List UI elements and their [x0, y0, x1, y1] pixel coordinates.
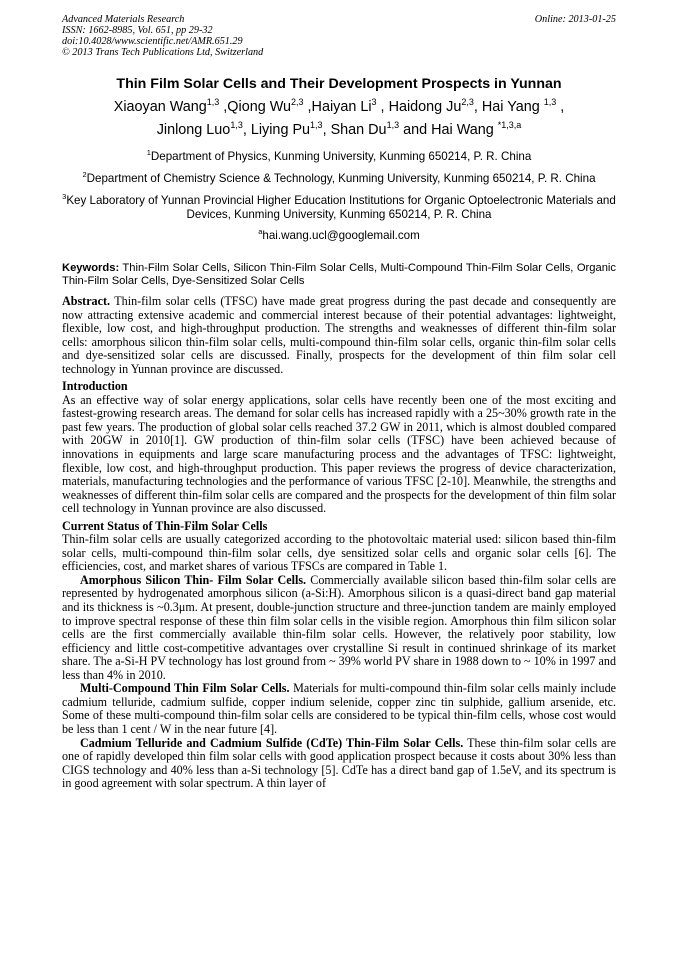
author: Hai Wang [431, 122, 498, 138]
author-sup: *1,3,a [497, 120, 522, 131]
section-heading-current-status: Current Status of Thin-Film Solar Cells [62, 518, 268, 533]
author: Hai Yang [481, 99, 544, 115]
copyright-line: © 2013 Trans Tech Publications Ltd, Switzerland [62, 47, 264, 58]
multicompound-heading: Multi-Compound Thin Film Solar Cells. [80, 681, 290, 696]
paper-title: Thin Film Solar Cells and Their Development Prospects in Yunnan [116, 76, 562, 92]
cdte-heading: Cadmium Telluride and Cadmium Sulfide (CdTe) Thin-Film Solar Cells. [80, 735, 464, 750]
doi-line: doi:10.4028/www.scientific.net/AMR.651.29 [62, 36, 243, 47]
issn-line: ISSN: 1662-8985, Vol. 651, pp 29-32 [62, 25, 213, 36]
keywords [62, 262, 616, 287]
corresponding-email: $^a$hai.wang.ucl@googlemail.com [258, 227, 420, 242]
author: Xiaoyan Wang [113, 99, 207, 115]
keywords-label: Keywords: [62, 262, 120, 274]
author-sup: 3 [371, 97, 377, 108]
author: Liying Pu [250, 122, 311, 138]
online-date: Online: 2013-01-25 [534, 14, 616, 25]
paper-page [62, 14, 616, 791]
affiliation-3: $^3$Key Laboratory of Yunnan Provincial Higher Education Institutions for Organic Optoelectronic Materials and Devices, Kunming University, Kunming 650214, P. R. China [62, 192, 616, 221]
affiliation-2: $^2$Department of Chemistry Science & Technology, Kunming University, Kunming 650214, P. R. China [82, 170, 596, 185]
author: Haiyan Li [311, 99, 372, 115]
introduction-paragraph: As an effective way of solar energy applications, solar cells have recently been one of the most exciting and fastest-growing research areas. The demand for solar cells has increased rapidly with a 25~30% growth rate in the past few years. The production of global solar cells reached 37.2 GW in 2011, which is almost doubled compared with 20GW in 2010[1]. GW production of thin-film solar cells (TFSC) have been achieved because of innovations in equipments and large scare manufacturing process and the advantages of TFSC: lightweight, flexible, low cost, and high-throughput production. This paper reviews the progress of device characterization, materials, manufacturing technologies and the performance of various TFSC [2-10]. Meanwhile, the strengths and weaknesses of different thin-film solar cells are compared and the prospects for the development of thin film solar cell technology in Yunnan province are also discussed. [62, 392, 616, 516]
author: Shan Du [330, 122, 387, 138]
amorphous-paragraph: Amorphous Silicon Thin- Film Solar Cells. Commercially available silicon based thin-film solar cells are represented by hydrogenated amorphous silicon (a-Si:H). Amorphous silicon is a quasi-direct band gap material and its thickness is ~0.3μm. At present, double-junction structure and three-junction tandem are mainly employed to improve spectral response of these thin film solar cells in the visible region. Amorphous thin film silicon solar cells are the first commercially available thin-film solar cells. However, the relatively poor stability, low efficiency and little cost-competitive advantages over crystalline Si result in continued shrinkage of its market share. The a-Si-H PV technology has lost ground from ~ 39% world PV share in 1988 down to ~ 10% in 1997 and less than 4% in 2010. [62, 572, 616, 682]
author: Haidong Ju [388, 99, 462, 115]
amorphous-heading: Amorphous Silicon Thin- Film Solar Cells. [80, 572, 307, 587]
author-sup: 1,3 [543, 97, 557, 108]
multicompound-paragraph: Multi-Compound Thin Film Solar Cells. Materials for multi-compound thin-film solar cells mainly include cadmium telluride, cadmium sulfide, copper indium selenide, copper zinc tin sulphide, gallium arsenide, etc. Some of these multi-compound thin-film solar cells are considered to be typical thin-film cells, whose cost would be less than 1 cent / W in the near future [4]. [62, 681, 616, 736]
current-status-paragraph: Thin-film solar cells are usually categorized according to the photovoltaic material used: silicon based thin-film solar cells, multi-compound thin-film solar cells, dye sensitized solar cells and organic solar cells [6]. The efficiencies, cost, and market shares of various TFSCs are compared in Table 1. [62, 532, 616, 574]
journal-header [62, 14, 616, 58]
author-sup: 1,3 [310, 120, 323, 131]
abstract-text: Thin-film solar cells (TFSC) have made great progress during the past decade and consequently are now attracting extensive academic and commercial interest because of their potential advantages: lightweight, flexible, low cost, and high-throughput production. The strengths and weaknesses of different thin-film solar cells: amorphous silicon thin-film solar cells, multi-compound thin-film solar cells, organic thin-film solar cells and dye-sensitized solar cells are discussed. Finally, prospects for the development of thin film solar cell technology in Yunnan province are discussed. [62, 294, 616, 376]
cdte-paragraph: Cadmium Telluride and Cadmium Sulfide (CdTe) Thin-Film Solar Cells. These thin-film solar cells are one of rapidly developed thin film solar cells with good application prospect because it costs about 30% less than CIGS technology and 40% less than a-Si technology [5]. CdTe has a direct band gap of 1.5eV, and its spectrum is in good agreement with solar spectrum. A thin layer of [62, 735, 616, 791]
abstract-label: Abstract. [62, 294, 111, 308]
author-sup: 1,3 [206, 97, 220, 108]
author: Qiong Wu [227, 99, 292, 115]
keywords-text: Thin-Film Solar Cells, Silicon Thin-Film Solar Cells, Multi-Compound Thin-Film Solar Cells, Organic Thin-Film Solar Cells, Dye-Sensitized Solar Cells [62, 262, 616, 287]
author-sup: 1,3 [386, 120, 400, 131]
author-list: Xiaoyan Wang$^{1,3}$ ,Qiong Wu$^{2,3}$ ,Haiyan Li$^3$ , Haidong Ju$^{2,3}$, Hai Yang $^{1,3}$ , Jinlong Luo$^{1,3}$, Liying Pu$^{1,3}$, Shan Du$^{1,3}$ and Hai Wang $^{*1,3,a}$ [113, 97, 565, 138]
journal-name: Advanced Materials Research [62, 14, 185, 25]
author-sup: 2,3 [291, 97, 304, 108]
author-sup: 1,3 [230, 120, 243, 131]
section-heading-introduction: Introduction [62, 379, 128, 394]
abstract [62, 295, 616, 376]
author: Jinlong Luo [156, 122, 231, 138]
affiliation-1: $^1$Department of Physics, Kunming University, Kunming 650214, P. R. China [146, 148, 532, 163]
author-sup: 2,3 [461, 97, 474, 108]
